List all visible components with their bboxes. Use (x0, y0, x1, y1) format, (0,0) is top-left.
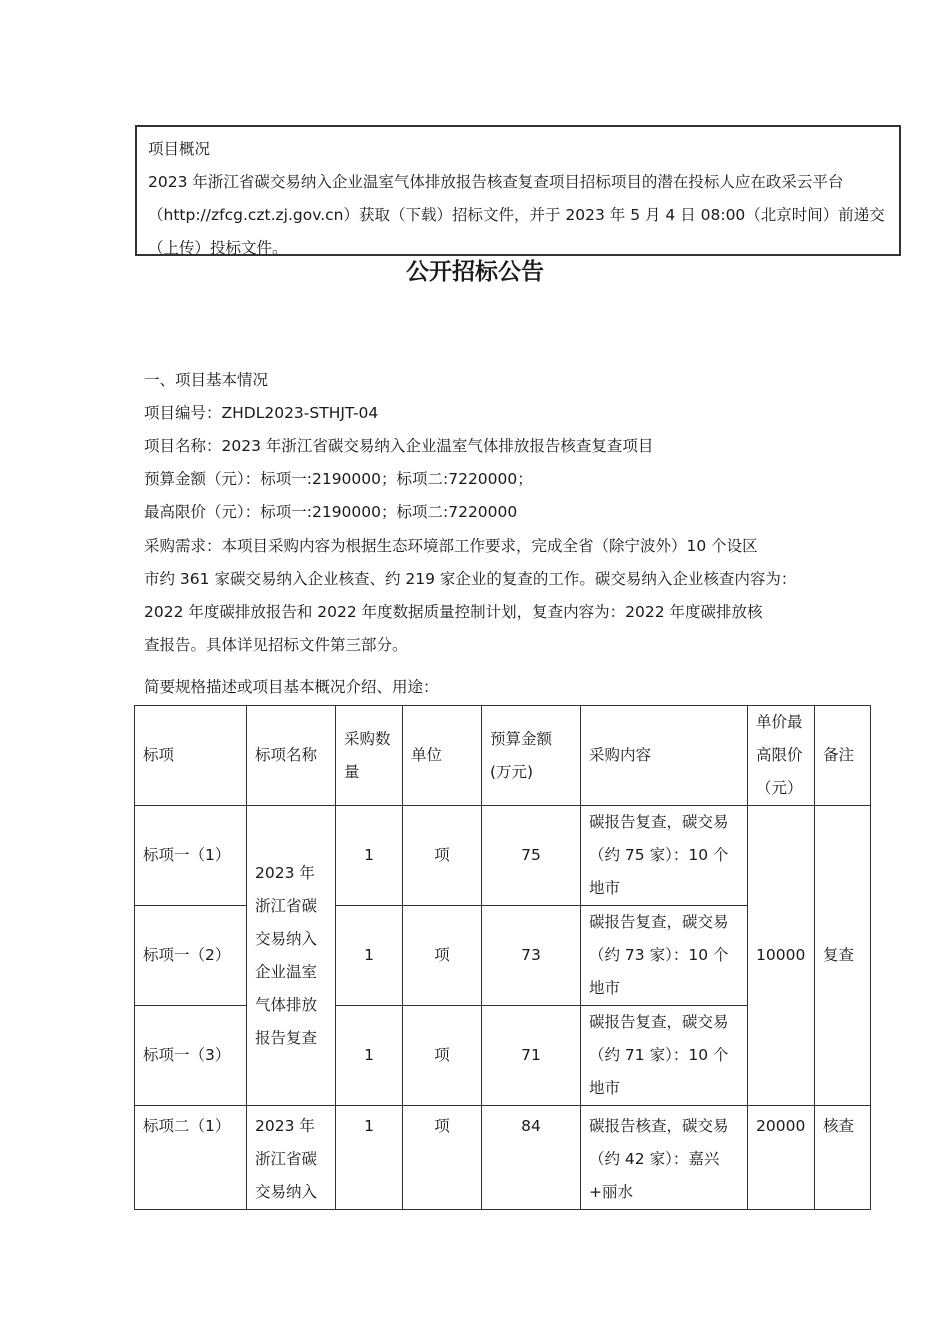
table-header: 采购内容 (581, 706, 748, 806)
price-cap-cell: 10000 (748, 806, 815, 1106)
table-header-row (135, 706, 871, 806)
lot-cell: 标项二（1） (135, 1106, 247, 1210)
lot-name-cell: 2023 年浙江省碳交易纳入 (247, 1106, 336, 1210)
quantity-cell: 1 (336, 806, 403, 906)
brief-description-label: 简要规格描述或项目基本概况介绍、用途： (144, 678, 439, 696)
overview-text: 2023 年浙江省碳交易纳入企业温室气体排放报告核查复查项目招标项目的潜在投标人应在政采云平台（http://zfcg.czt.zj.gov.cn）获取（下载）招标文件，并于 2023 年 5 月 4 日 08:00（北京时间）前递交（上传）投标文件。 (148, 173, 885, 257)
lot-cell: 标项一（2） (135, 906, 247, 1006)
budget-cell: 75 (482, 806, 581, 906)
budget-cell: 71 (482, 1006, 581, 1106)
overview-heading: 项目概况 (148, 140, 211, 158)
section-heading: 一、项目基本情况 (144, 371, 269, 389)
project-name: 项目名称：2023 年浙江省碳交易纳入企业温室气体排放报告核查复查项目 (144, 437, 654, 455)
table-header: 标项 (135, 706, 247, 806)
table-header: 单价最高限价（元） (748, 706, 815, 806)
budget-cell: 84 (482, 1106, 581, 1210)
requirement-line: 采购需求：本项目采购内容为根据生态环境部工作要求，完成全省（除宁波外）10 个设区 (144, 537, 758, 555)
content-cell: 碳报告复查，碳交易（约 73 家）：10 个地市 (581, 906, 748, 1006)
table-header: 预算金额(万元) (482, 706, 581, 806)
quantity-cell: 1 (336, 1106, 403, 1210)
note-cell: 复查 (815, 806, 871, 1106)
project-code: 项目编号：ZHDL2023-STHJT-04 (144, 404, 379, 422)
table-header: 采购数量 (336, 706, 403, 806)
unit-cell: 项 (403, 1106, 482, 1210)
table-header: 单位 (403, 706, 482, 806)
max-price: 最高限价（元）：标项一:2190000；标项二:7220000 (144, 503, 518, 521)
requirement-line: 查报告。具体详见招标文件第三部分。 (144, 636, 408, 654)
budget-amount: 预算金额（元）：标项一:2190000；标项二:7220000； (144, 470, 533, 488)
requirement-line: 市约 361 家碳交易纳入企业核查、约 219 家企业的复查的工作。碳交易纳入企业核查内容为： (144, 570, 797, 588)
table-row (135, 1106, 871, 1210)
content-cell: 碳报告核查，碳交易（约 42 家）：嘉兴+丽水 (581, 1106, 748, 1210)
budget-cell: 73 (482, 906, 581, 1006)
lot-name-cell: 2023 年浙江省碳交易纳入企业温室气体排放报告复查 (247, 806, 336, 1106)
table-header: 标项名称 (247, 706, 336, 806)
content-cell: 碳报告复查，碳交易（约 75 家）：10 个地市 (581, 806, 748, 906)
project-overview-box (135, 125, 901, 256)
page-title: 公开招标公告 (406, 259, 544, 285)
table-header: 备注 (815, 706, 871, 806)
note-cell: 核查 (815, 1106, 871, 1210)
unit-cell: 项 (403, 806, 482, 906)
content-cell: 碳报告复查，碳交易（约 71 家）：10 个地市 (581, 1006, 748, 1106)
lot-cell: 标项一（3） (135, 1006, 247, 1106)
price-cap-cell: 20000 (748, 1106, 815, 1210)
unit-cell: 项 (403, 1006, 482, 1106)
quantity-cell: 1 (336, 1006, 403, 1106)
table-row (135, 806, 871, 906)
unit-cell: 项 (403, 906, 482, 1006)
specification-table (134, 705, 871, 1210)
requirement-line: 2022 年度碳排放报告和 2022 年度数据质量控制计划，复查内容为：2022 年度碳排放核 (144, 603, 763, 621)
quantity-cell: 1 (336, 906, 403, 1006)
lot-cell: 标项一（1） (135, 806, 247, 906)
